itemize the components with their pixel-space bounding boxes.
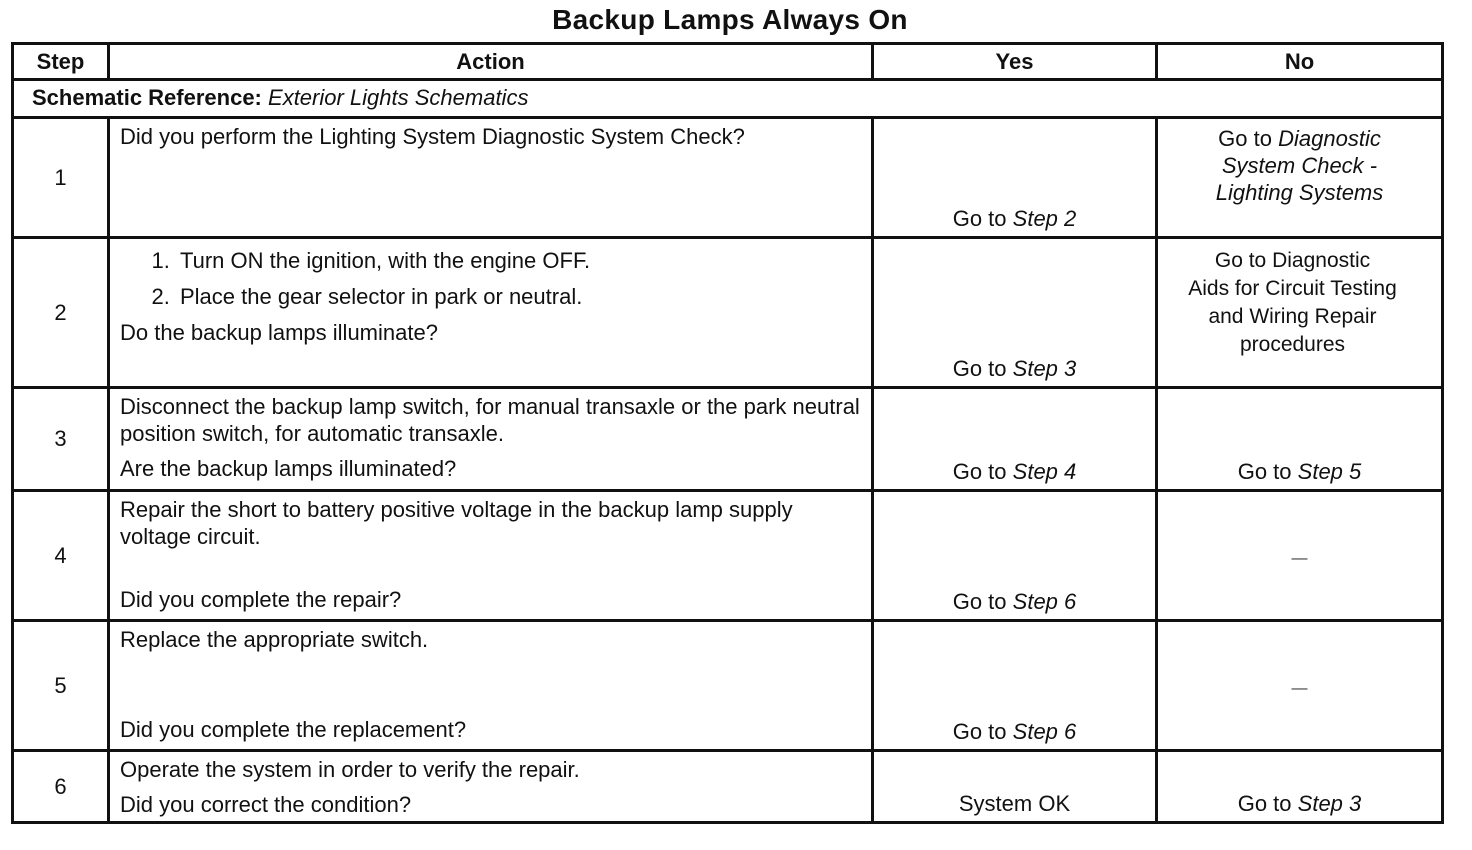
action-text: Disconnect the backup lamp switch, for manual transaxle or the park neutral position switch, for automatic transaxle.: [120, 394, 860, 446]
yes-cell: [873, 388, 1157, 491]
header-action: Action: [109, 44, 873, 80]
diagnostic-link[interactable]: System Check -: [1221, 153, 1378, 178]
step-link[interactable]: Step 4: [1012, 459, 1077, 484]
header-no: No: [1157, 44, 1443, 80]
action-question: Did you complete the repair?: [120, 587, 402, 612]
step-link[interactable]: Step 2: [1012, 206, 1077, 231]
no-dash: —: [1291, 549, 1308, 567]
page-title: Backup Lamps Always On: [552, 4, 908, 35]
goto-text: Go to: [952, 719, 1007, 744]
step-number: 6: [13, 751, 109, 823]
step-link[interactable]: Step 6: [1012, 719, 1077, 744]
yes-cell: [873, 118, 1157, 238]
step-link[interactable]: Step 6: [1012, 589, 1077, 614]
no-cell: [1157, 621, 1443, 751]
action-text: Operate the system in order to verify the repair.: [120, 757, 580, 782]
action-list-item: 1. Turn ON the ignition, with the engine OFF.: [176, 247, 861, 274]
action-cell: [109, 491, 873, 621]
action-list: [120, 247, 861, 310]
goto-text: Go to: [952, 589, 1007, 614]
no-text: procedures: [1239, 333, 1346, 356]
table-row: [13, 621, 1443, 751]
diagnostic-link[interactable]: Lighting Systems: [1215, 180, 1384, 205]
action-question: Are the backup lamps illuminated?: [120, 456, 457, 481]
diagnostic-link[interactable]: Diagnostic: [1278, 126, 1381, 151]
schematic-row: [13, 80, 1443, 118]
schematic-reference: [13, 80, 1443, 118]
step-number: 3: [13, 388, 109, 491]
action-cell: [109, 238, 873, 388]
table-row: [13, 751, 1443, 823]
action-list-item: 2. Place the gear selector in park or neutral.: [176, 283, 861, 310]
table-row: [13, 491, 1443, 621]
no-text: Go to Diagnostic: [1214, 249, 1371, 272]
no-cell: [1157, 751, 1443, 823]
step-number: 1: [13, 118, 109, 238]
goto-text: Go to: [952, 356, 1007, 381]
step-link[interactable]: Step 5: [1297, 459, 1362, 484]
goto-text: Go to: [1237, 791, 1292, 816]
header-row: [13, 44, 1443, 80]
no-dash: —: [1291, 679, 1308, 697]
action-question: Did you complete the replacement?: [120, 717, 467, 742]
action-text: Replace the appropriate switch.: [120, 627, 429, 652]
no-cell: [1157, 118, 1443, 238]
schematic-label: Schematic Reference:: [32, 85, 262, 110]
action-question: Do the backup lamps illuminate?: [120, 320, 438, 345]
yes-cell: [873, 621, 1157, 751]
schematic-link[interactable]: Exterior Lights Schematics: [268, 85, 529, 110]
step-link[interactable]: Step 3: [1012, 356, 1077, 381]
step-link[interactable]: Step 3: [1297, 791, 1362, 816]
step-number: 2: [13, 238, 109, 388]
table-row: [13, 388, 1443, 491]
table-row: [13, 118, 1443, 238]
system-ok-text: System OK: [958, 791, 1071, 816]
goto-text: Go to: [1237, 459, 1292, 484]
action-cell: [109, 118, 873, 238]
action-question: Did you correct the condition?: [120, 792, 412, 817]
action-text: Did you perform the Lighting System Diagnostic System Check?: [120, 124, 745, 149]
header-step: Step: [13, 44, 109, 80]
no-text: Aids for Circuit Testing: [1188, 277, 1397, 300]
yes-cell: [873, 491, 1157, 621]
no-cell: [1157, 491, 1443, 621]
goto-text: Go to: [1218, 126, 1272, 151]
no-cell: [1157, 388, 1443, 491]
goto-text: Go to: [952, 206, 1007, 231]
no-cell: [1157, 238, 1443, 388]
action-text: Repair the short to battery positive voltage in the backup lamp supply voltage circuit.: [120, 497, 793, 549]
step-number: 5: [13, 621, 109, 751]
action-cell: [109, 388, 873, 491]
yes-cell: [873, 751, 1157, 823]
yes-cell: [873, 238, 1157, 388]
action-cell: [109, 621, 873, 751]
step-number: 4: [13, 491, 109, 621]
no-text: and Wiring Repair: [1208, 305, 1377, 328]
action-cell: [109, 751, 873, 823]
header-yes: Yes: [873, 44, 1157, 80]
goto-text: Go to: [952, 459, 1007, 484]
diagnostic-table: [11, 42, 1444, 824]
table-row: [13, 238, 1443, 388]
